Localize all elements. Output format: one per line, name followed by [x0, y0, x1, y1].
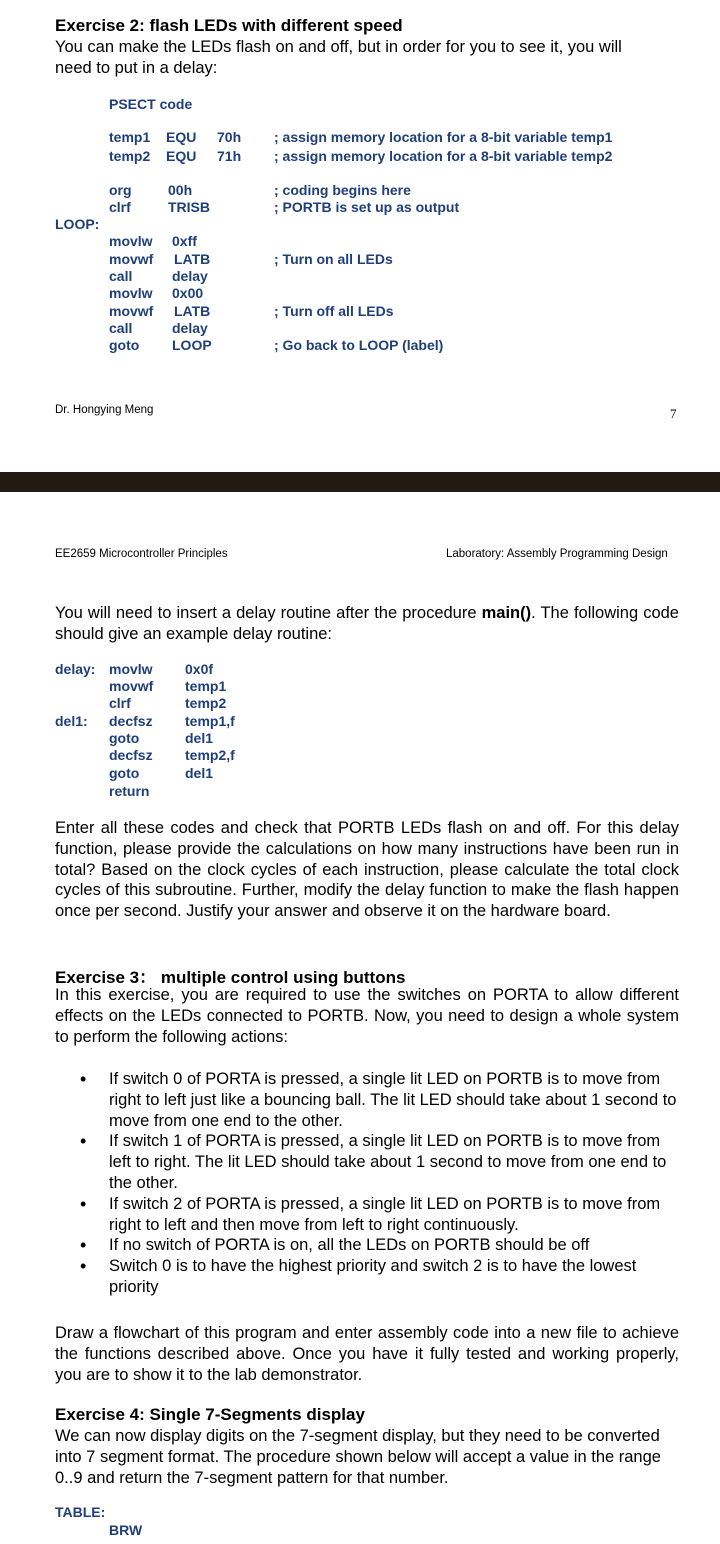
code-op: movwf — [109, 303, 154, 319]
intro-pre: You will need to insert a delay routine after the procedure — [55, 604, 482, 622]
code-op: BRW — [109, 1522, 143, 1538]
code-label-loop: LOOP: — [55, 216, 100, 232]
code-arg: LATB — [174, 251, 211, 267]
code-arg2: 70h — [217, 129, 242, 145]
code-op: temp1 — [109, 129, 151, 145]
footer-page-number: 7 — [670, 406, 677, 421]
code-arg: LATB — [174, 303, 211, 319]
exercise4-paragraph: We can now display digits on the 7-segment display, but they need to be converted into 7 segment format. The procedure shown below will accept a value in the range 0..9 and return the 7-segment pattern for that number. — [55, 1427, 661, 1487]
code-comment: ; Turn on all LEDs — [274, 251, 393, 267]
code-arg: EQU — [166, 129, 197, 145]
code-arg: del1 — [185, 730, 214, 746]
code-label-del1: del1: — [55, 713, 88, 729]
code-arg: temp2,f — [185, 747, 235, 763]
exercise3-paragraph: In this exercise, you are required to use the switches on PORTA to allow different effects on the LEDs connected to PORTB. Now, you need to design a whole system to perform the following actions: — [55, 986, 679, 1046]
header-course: EE2659 Microcontroller Principles — [55, 548, 228, 560]
page-top — [0, 0, 720, 472]
code-op: goto — [109, 337, 140, 353]
code-arg: temp1 — [185, 678, 227, 694]
exercise2-line1: You can make the LEDs flash on and off, but in order for you to see it, you will — [55, 38, 622, 56]
code-arg: delay — [172, 268, 208, 284]
code-label-table: TABLE: — [55, 1504, 106, 1520]
code-comment: ; assign memory location for a 8-bit variable temp1 — [274, 129, 613, 145]
code-arg: 00h — [168, 182, 193, 198]
code-comment: ; PORTB is set up as output — [274, 199, 460, 215]
code-op: org — [109, 182, 132, 198]
paragraph-enter-codes: Enter all these codes and check that PORTB LEDs flash on and off. For this delay function, please provide the calculations on how many instructions have been run in total? Based on the clock cycles of each instruction, please calculate the total clock cycles of this subroutine. Further, modify the delay function to make the flash happen once per second. Justify your answer and observe it on the hardware board. — [55, 819, 679, 921]
code-arg: 0xff — [172, 233, 197, 249]
code-label-delay: delay: — [55, 661, 96, 677]
code-op: decfsz — [109, 713, 153, 729]
code-arg: TRISB — [168, 199, 210, 215]
code-op: clrf — [109, 695, 131, 711]
code-op: clrf — [109, 199, 131, 215]
code-comment: ; Go back to LOOP (label) — [274, 337, 444, 353]
code-arg: EQU — [166, 148, 197, 164]
code-arg: LOOP — [172, 337, 212, 353]
exercise3-bullet-list — [80, 1069, 680, 1298]
code-op: call — [109, 320, 133, 336]
code-comment: ; coding begins here — [274, 182, 411, 198]
code-arg: del1 — [185, 765, 214, 781]
intro-post: . The following code should give an example delay routine: — [55, 604, 679, 643]
intro-main-proc: main() — [481, 604, 532, 622]
code-arg: delay — [172, 320, 208, 336]
exercise2-line2: need to put in a delay: — [55, 59, 218, 77]
code-op: decfsz — [109, 747, 153, 763]
paragraph-flowchart: Draw a flowchart of this program and enter assembly code into a new file to achieve the functions described above. Once you have it fully tested and working properly, you are to show it to the lab demonstrator. — [55, 1324, 679, 1384]
list-item: • If switch 0 of PORTA is pressed, a single lit LED on PORTB is to move from right to left just like a bouncing ball. The lit LED should take about 1 second to move from one end to the other. — [80, 1069, 680, 1131]
footer-author: Dr. Hongying Meng — [55, 404, 154, 416]
code-arg: 0x0f — [185, 661, 214, 677]
code-op: movlw — [109, 285, 153, 301]
code-op: goto — [109, 765, 140, 781]
code-op: movwf — [109, 678, 154, 694]
code-arg: temp2 — [185, 695, 227, 711]
code-op: movlw — [109, 661, 153, 677]
header-lab-title: Laboratory: Assembly Programming Design — [446, 548, 668, 560]
list-item: • If switch 2 of PORTA is pressed, a single lit LED on PORTB is to move from right to left and then move from left to right continuously. — [80, 1194, 680, 1236]
code-arg2: 71h — [217, 148, 242, 164]
code-op: call — [109, 268, 133, 284]
code-op: temp2 — [109, 148, 151, 164]
code-op: goto — [109, 730, 140, 746]
psect-line: PSECT code — [109, 96, 193, 112]
list-item: • If no switch of PORTA is on, all the LEDs on PORTB should be off — [80, 1235, 680, 1256]
code-op: return — [109, 783, 150, 799]
code-arg: temp1,f — [185, 713, 235, 729]
intro-paragraph — [55, 603, 679, 645]
code-arg: 0x00 — [172, 285, 204, 301]
exercise4-title: Exercise 4: Single 7-Segments display — [55, 1405, 365, 1424]
code-op: movlw — [109, 233, 153, 249]
code-comment: ; Turn off all LEDs — [274, 303, 394, 319]
code-comment: ; assign memory location for a 8-bit variable temp2 — [274, 148, 613, 164]
exercise3-title: Exercise 3： multiple control using buttons — [55, 968, 406, 987]
list-item: • Switch 0 is to have the highest priority and switch 2 is to have the lowest priority — [80, 1256, 680, 1298]
code-op: movwf — [109, 251, 154, 267]
page-divider — [0, 472, 720, 492]
list-item: • If switch 1 of PORTA is pressed, a single lit LED on PORTB is to move from left to right. The lit LED should take about 1 second to move from one end to the other. — [80, 1131, 680, 1193]
exercise2-title: Exercise 2: flash LEDs with different speed — [55, 16, 403, 35]
